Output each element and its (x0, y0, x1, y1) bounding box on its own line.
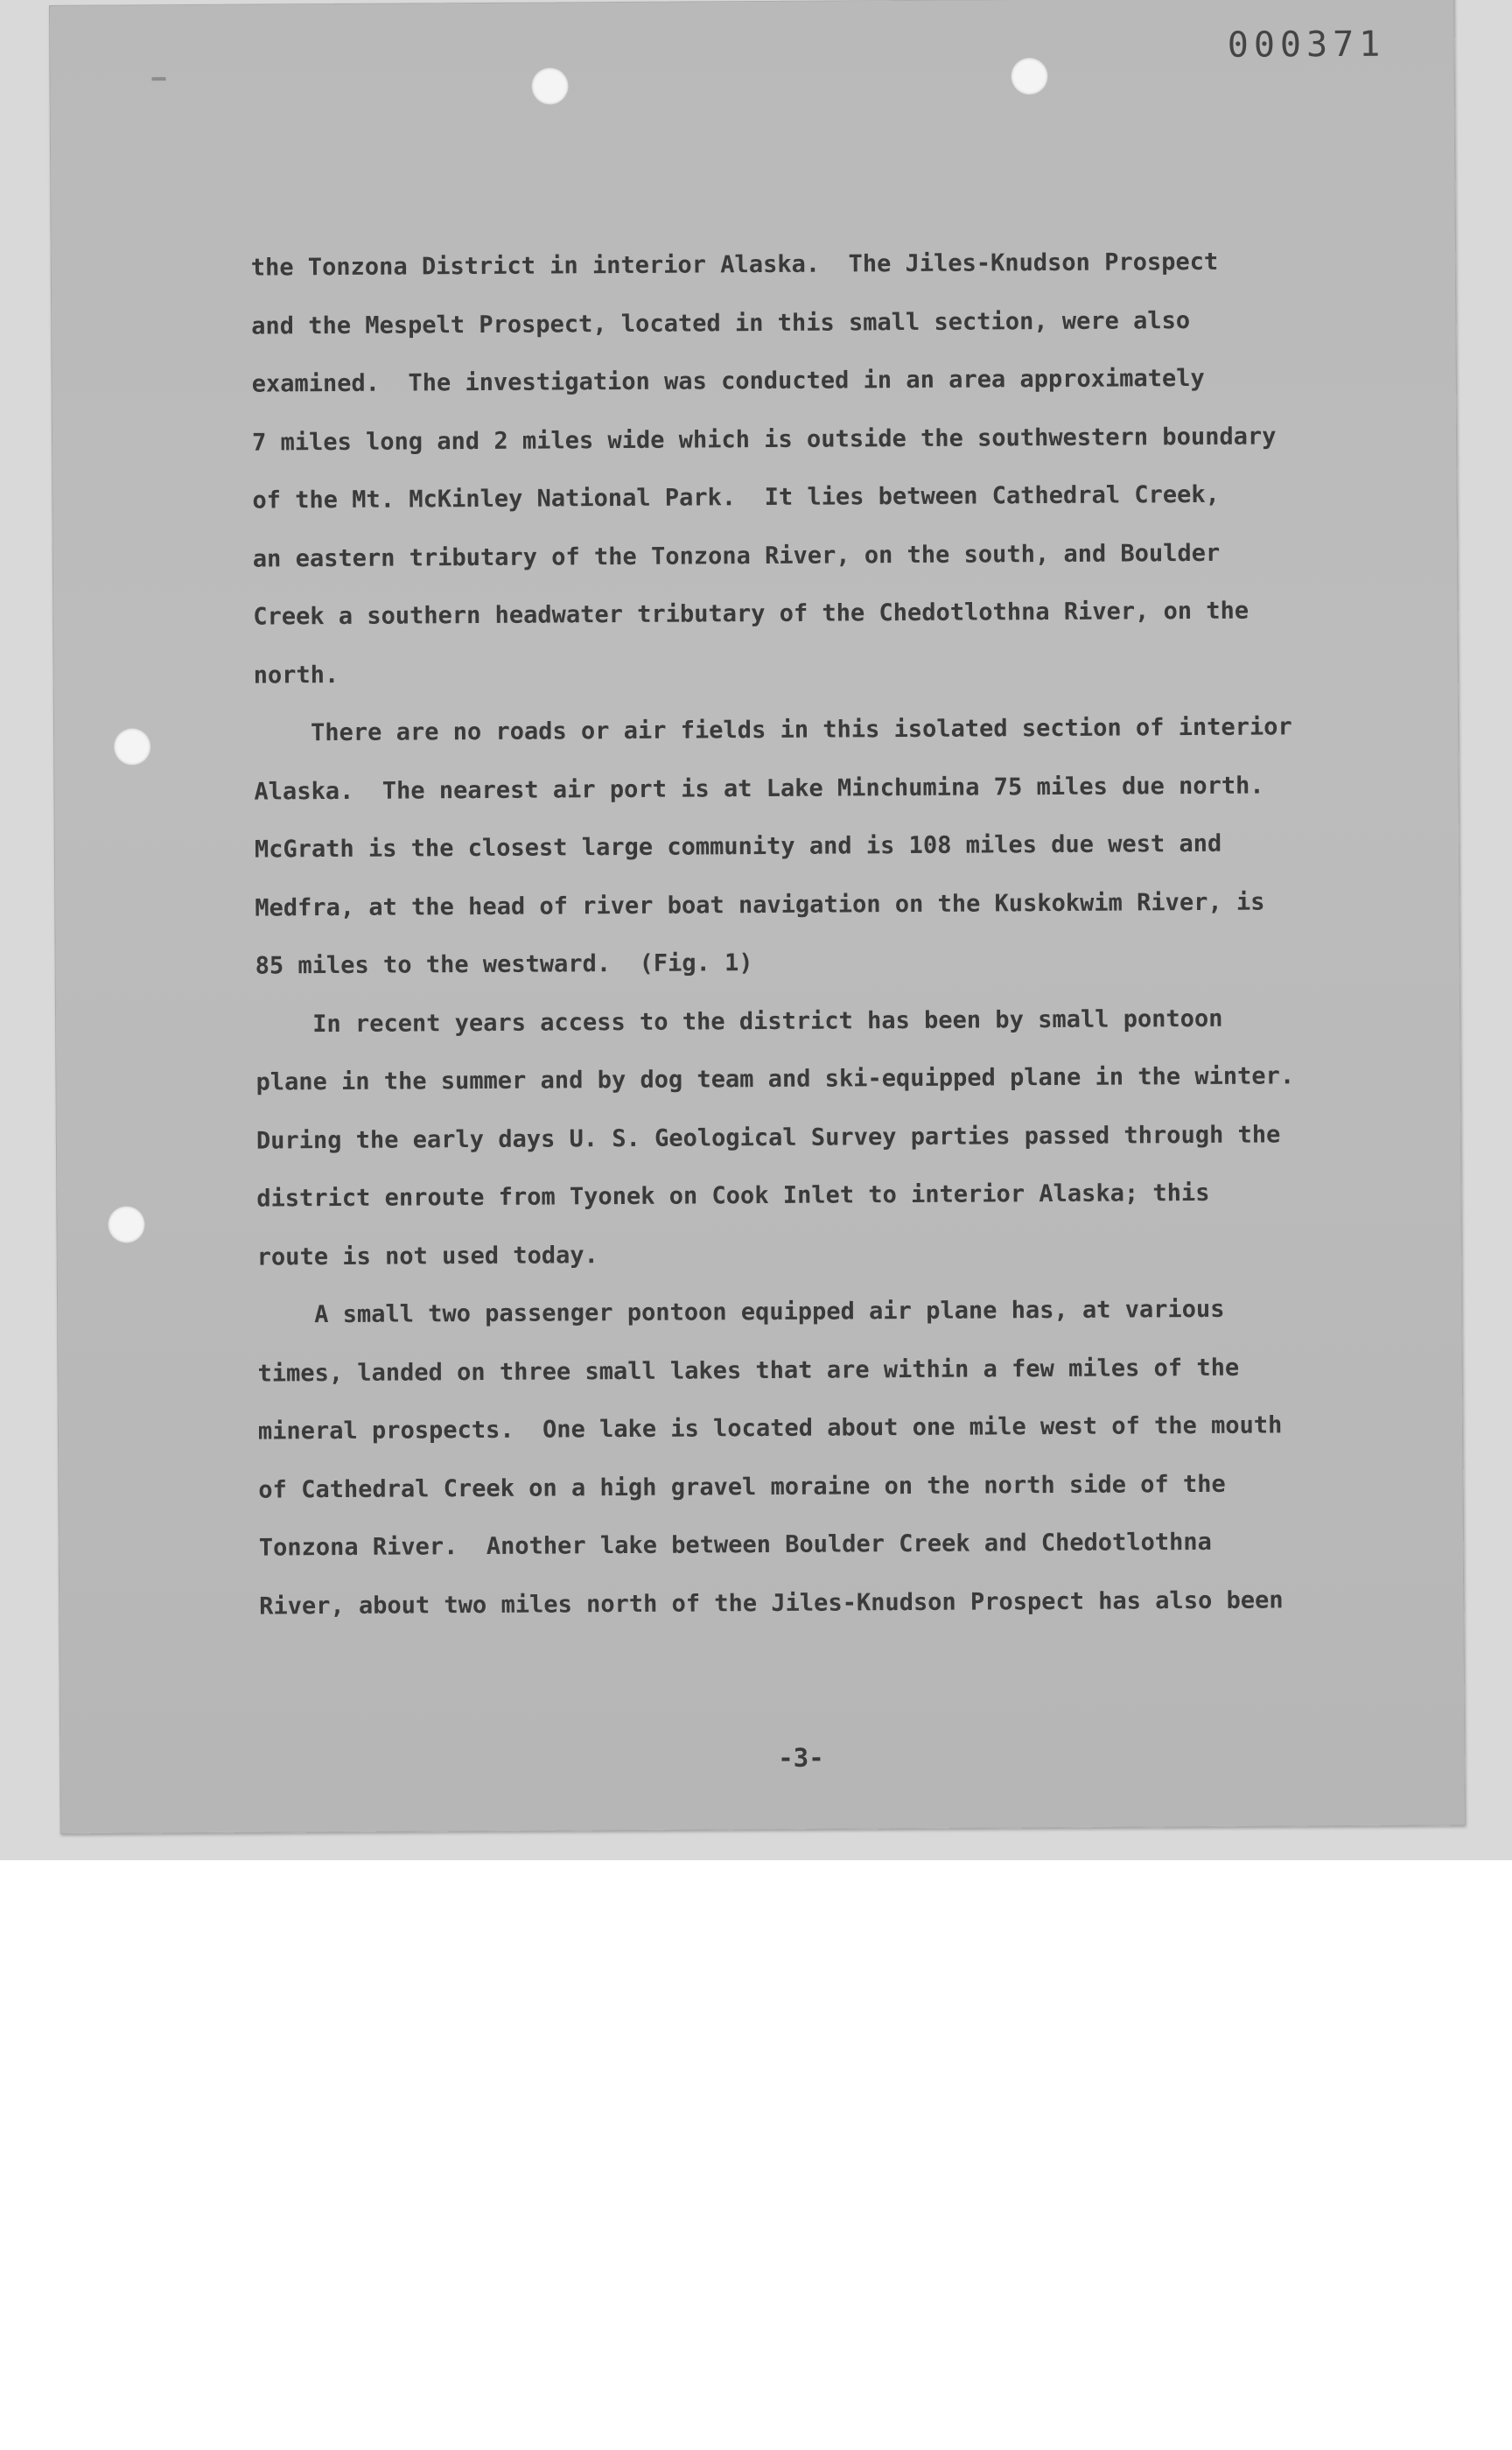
text-line: mineral prospects. One lake is located about one mile west of the mouth (257, 1411, 1283, 1446)
text-line: Alaska. The nearest air port is at Lake Minchumina 75 miles due north. (254, 772, 1264, 806)
text-line: McGrath is the closest large community and is 108 miles due west and (254, 830, 1222, 864)
text-line: times, landed on three small lakes that are within a few miles of the (257, 1354, 1240, 1388)
punch-hole (114, 728, 150, 765)
body-text (251, 233, 1415, 1636)
text-line: During the early days U. S. Geological Survey parties passed through the (256, 1120, 1281, 1155)
text-line: Creek a southern headwater tributary of the Chedotlothna River, on the (253, 597, 1250, 631)
text-line: A small two passenger pontoon equipped air plane has, at various (257, 1295, 1225, 1329)
paper-mark (152, 77, 166, 80)
document-page (49, 0, 1466, 1834)
text-line: 85 miles to the westward. (Fig. 1) (255, 949, 753, 980)
text-line: plane in the summer and by dog team and ski-equipped plane in the winter. (256, 1062, 1295, 1096)
punch-hole (108, 1206, 144, 1242)
text-line: of the Mt. McKinley National Park. It lies between Cathedral Creek, (252, 480, 1220, 514)
text-line: district enroute from Tyonek on Cook Inlet to interior Alaska; this (256, 1179, 1210, 1213)
document-number: 000371 (1227, 24, 1386, 66)
text-line: examined. The investigation was conducted in an area approximately (251, 364, 1205, 398)
text-line: River, about two miles north of the Jiles-Knudson Prospect has also been (259, 1586, 1284, 1620)
text-line: There are no roads or air fields in this isolated section of interior (253, 713, 1292, 747)
text-line: Tonzona River. Another lake between Boulder Creek and Chedotlothna (258, 1528, 1212, 1562)
text-line: Medfra, at the head of river boat navigation on the Kuskokwim River, is (255, 888, 1265, 922)
text-line: In recent years access to the district has been by small pontoon (256, 1004, 1223, 1039)
text-line: of Cathedral Creek on a high gravel moraine on the north side of the (258, 1470, 1226, 1504)
text-line: 7 miles long and 2 miles wide which is outside the southwestern boundary (251, 422, 1277, 457)
page-number: -3- (778, 1742, 824, 1773)
text-line: and the Mespelt Prospect, located in this small section, were also (251, 306, 1191, 340)
text-line: the Tonzona District in interior Alaska. The Jiles-Knudson Prospect (250, 248, 1219, 282)
text-line: north. (253, 661, 340, 690)
text-line: an eastern tributary of the Tonzona River, on the south, and Boulder (252, 539, 1221, 573)
punch-hole (1011, 58, 1047, 94)
punch-hole (531, 67, 568, 104)
text-line: route is not used today. (256, 1241, 598, 1271)
